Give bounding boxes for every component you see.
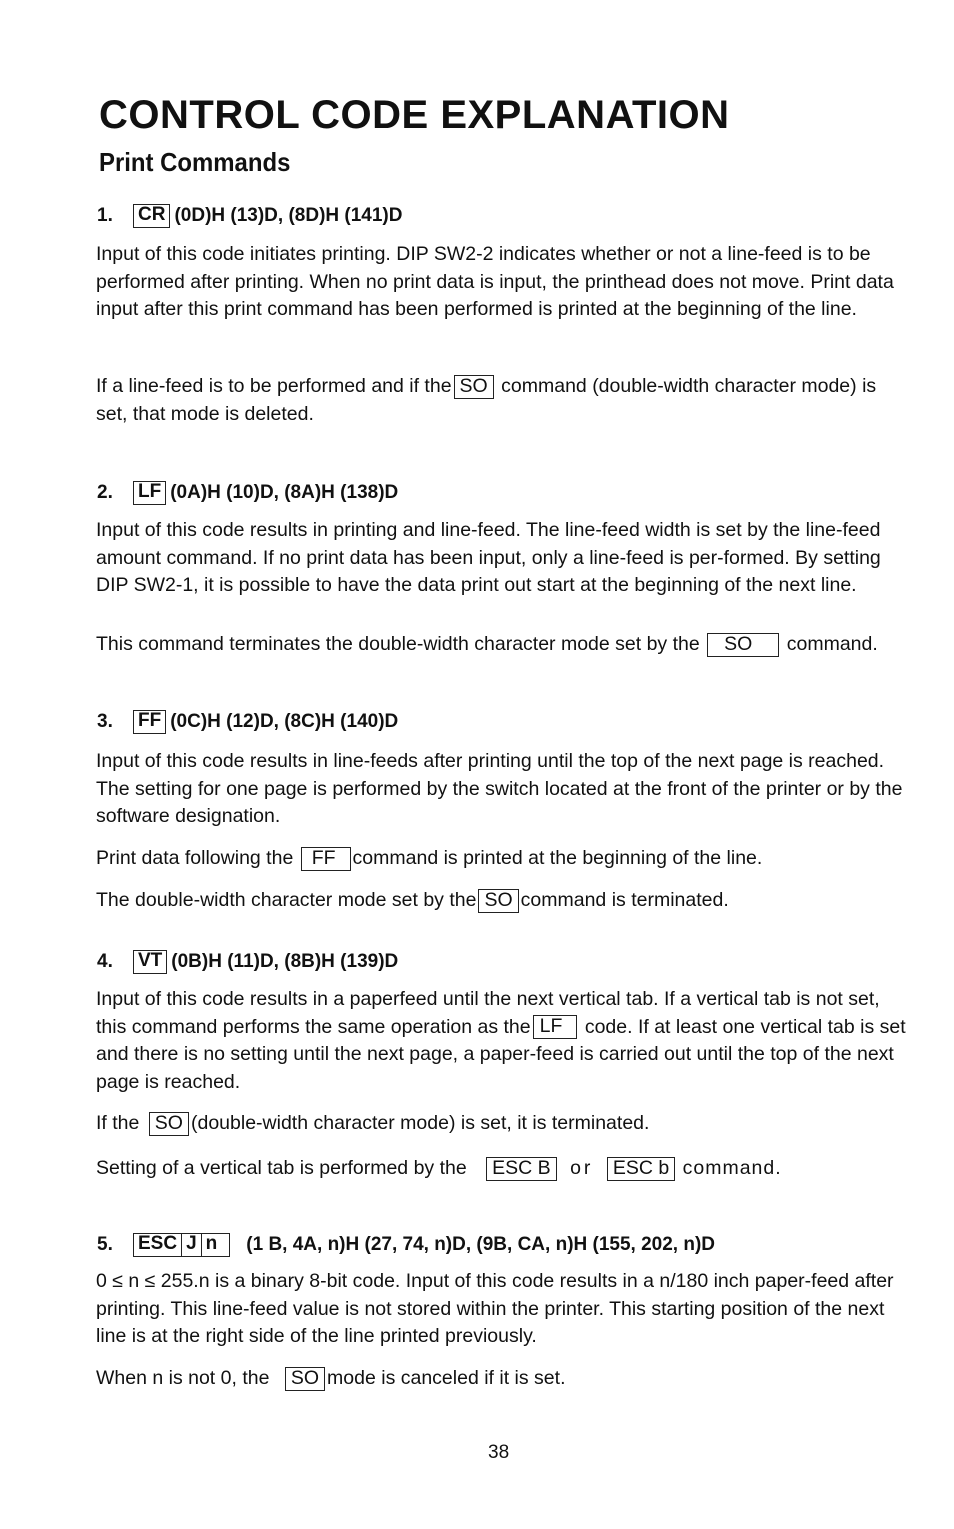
text: Setting of a vertical tab is performed by the xyxy=(96,1157,467,1179)
key-ff: FF xyxy=(301,847,351,871)
text: Input of this code results in a paperfeed until the next vertical tab. If a vertical tab is not set, this command performs the same operation as the xyxy=(96,988,880,1038)
text: When n is not 0, the xyxy=(96,1367,270,1389)
paragraph xyxy=(96,1110,908,1138)
text: This command terminates the double-width character mode set by the xyxy=(96,633,700,655)
key-esc-b-upper: ESC B xyxy=(486,1157,557,1181)
paragraph xyxy=(96,373,908,428)
item-number: 5. xyxy=(97,1234,113,1255)
paragraph: Input of this code results in printing and line-feed. The line-feed width is set by the line-feed amount command. If no print data has been input, only a line-feed is per-formed. By setting DIP SW2-1, it is possible to have the data print out start at the beginning of the next line. xyxy=(96,519,881,596)
page-number: 38 xyxy=(488,1442,510,1463)
page-title: CONTROL CODE EXPLANATION xyxy=(99,93,730,137)
paragraph xyxy=(96,887,908,915)
key-n: n xyxy=(202,1233,231,1257)
command-heading-esc-j xyxy=(97,1233,715,1257)
text: command (double-width character mode) is set, that mode is deleted. xyxy=(96,375,877,425)
key-so: SO xyxy=(285,1367,325,1391)
command-heading-cr xyxy=(97,204,402,228)
text: The double-width character mode set by the xyxy=(96,889,477,911)
command-codes: (0C)H (12)D, (8C)H (140)D xyxy=(170,711,399,732)
paragraph xyxy=(96,1155,908,1183)
key-cr: CR xyxy=(133,204,170,228)
key-vt: VT xyxy=(133,950,167,974)
paragraph: Input of this code initiates printing. DIP SW2-2 indicates whether or not a line-feed is to be performed after printing. When no print data is input, the printhead does not move. Print data input after this print command has been performed is printed at the beginning of the line. xyxy=(96,243,894,320)
item-number: 4. xyxy=(97,951,113,972)
text: command is terminated. xyxy=(520,889,729,911)
command-codes: (0B)H (11)D, (8B)H (139)D xyxy=(171,951,399,972)
key-so: SO xyxy=(707,633,779,657)
command-codes: (0D)H (13)D, (8D)H (141)D xyxy=(174,205,403,226)
paragraph xyxy=(96,1365,908,1393)
paragraph xyxy=(96,845,908,873)
command-codes: (0A)H (10)D, (8A)H (138)D xyxy=(170,482,399,503)
text: command. xyxy=(682,1157,782,1179)
key-lf: LF xyxy=(533,1015,578,1039)
key-esc: ESC xyxy=(133,1233,182,1257)
text: If the xyxy=(96,1112,140,1134)
item-number: 3. xyxy=(97,711,113,732)
paragraph: 0 ≤ n ≤ 255.n is a binary 8-bit code. Input of this code results in a n/180 inch paper-feed after printing. This line-feed value is not stored within the printer. This starting position of the next line is at the right side of the line printed previously. xyxy=(96,1270,894,1347)
text: (double-width character mode) is set, it is terminated. xyxy=(190,1112,650,1134)
text: or xyxy=(570,1157,594,1179)
command-heading-vt xyxy=(97,950,398,974)
text: code. If at least one vertical tab is set and there is no setting until the next page, a paper-feed is carried out until the top of the next page is reached. xyxy=(96,1015,906,1093)
paragraph: Input of this code results in line-feeds after printing until the top of the next page is reached. The setting for one page is performed by the switch located at the front of the printer or by the software designation. xyxy=(96,750,903,827)
text: Print data following the xyxy=(96,847,294,869)
text: If a line-feed is to be performed and if the xyxy=(96,375,452,397)
command-heading-lf xyxy=(97,481,398,505)
command-codes: (1 B, 4A, n)H (27, 74, n)D, (9B, CA, n)H (155, 202, n)D xyxy=(246,1234,716,1255)
command-heading-ff xyxy=(97,710,398,734)
item-number: 2. xyxy=(97,482,113,503)
key-lf: LF xyxy=(133,481,166,505)
paragraph xyxy=(96,986,908,1096)
key-so: SO xyxy=(478,889,518,913)
key-esc-b-lower: ESC b xyxy=(607,1157,675,1181)
text: mode is canceled if it is set. xyxy=(327,1367,566,1389)
key-so: SO xyxy=(454,375,494,399)
paragraph xyxy=(96,631,908,659)
item-number: 1. xyxy=(97,205,113,226)
key-so: SO xyxy=(149,1112,189,1136)
section-subtitle: Print Commands xyxy=(99,147,291,177)
text: command. xyxy=(786,633,878,655)
key-ff: FF xyxy=(133,710,166,734)
text: command is printed at the beginning of the line. xyxy=(352,847,763,869)
key-j: J xyxy=(182,1233,202,1257)
